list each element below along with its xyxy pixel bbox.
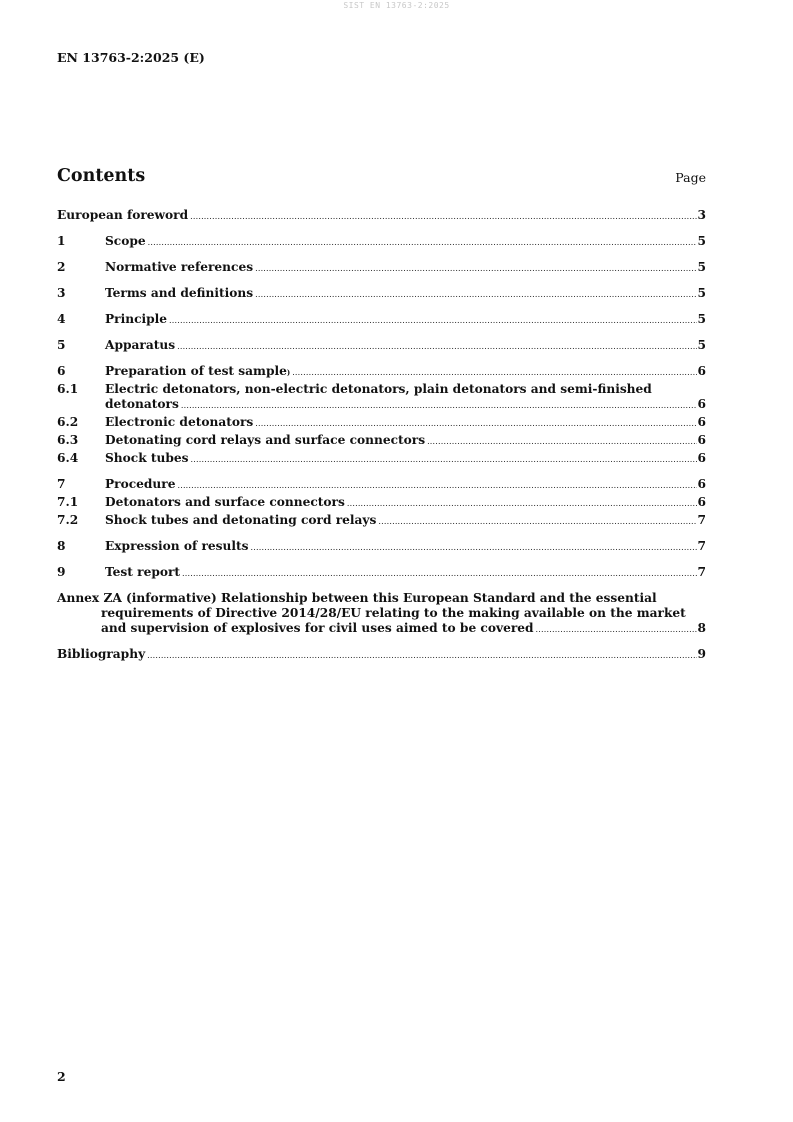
toc-title: Detonators and surface connectors — [105, 495, 345, 509]
toc-title: Shock tubes and detonating cord relays — [105, 513, 377, 527]
toc-page: 6 — [697, 495, 706, 509]
dot-leader — [182, 566, 696, 581]
dot-leader — [177, 478, 696, 493]
toc-page: 6 — [697, 451, 706, 465]
dot-leader — [250, 540, 696, 555]
toc-page: 5 — [697, 234, 706, 248]
toc-entry-terms-and-definitions[interactable] — [57, 286, 706, 302]
toc-entry-normative-references[interactable] — [57, 260, 706, 276]
dot-leader — [378, 514, 696, 529]
toc-page: 5 — [697, 286, 706, 300]
toc-title-line-2: detonators — [105, 397, 179, 411]
dot-leader — [148, 235, 697, 250]
toc-title: Bibliography — [57, 647, 146, 661]
page-column-label: Page — [675, 170, 706, 185]
dot-leader — [169, 313, 696, 328]
dot-leader — [190, 209, 696, 224]
toc-page: 6 — [697, 477, 706, 491]
toc-entry-apparatus[interactable] — [57, 338, 706, 354]
dot-leader — [177, 339, 696, 354]
dot-leader — [255, 416, 696, 431]
dot-leader — [255, 287, 696, 302]
dot-leader — [427, 434, 696, 449]
toc-title-line-1: Electric detonators, non-electric detonators, plain detonators and semi-finished — [105, 382, 652, 396]
toc-page: 5 — [697, 260, 706, 274]
table-of-contents — [57, 208, 706, 663]
dot-leader — [147, 648, 696, 663]
toc-number: 4 — [57, 312, 66, 326]
toc-page: 6 — [697, 397, 706, 411]
toc-title: Principle — [105, 312, 168, 326]
toc-entry-shock-tubes[interactable] — [57, 451, 706, 467]
toc-title: Detonating cord relays and surface connectors — [105, 433, 426, 447]
toc-page: 7 — [697, 565, 706, 579]
toc-number: 8 — [57, 539, 66, 553]
toc-number: 6.3 — [57, 433, 79, 447]
toc-number: 9 — [57, 565, 66, 579]
toc-page: 9 — [697, 647, 706, 661]
footnote-marker: ) — [286, 368, 291, 377]
toc-page: 3 — [697, 208, 706, 222]
toc-entry-annex-za[interactable] — [57, 591, 706, 637]
toc-entry-electric-detonators[interactable] — [57, 382, 706, 413]
contents-header — [57, 166, 706, 188]
toc-title: Scope — [105, 234, 146, 248]
toc-entry-foreword[interactable] — [57, 208, 706, 224]
toc-page: 6 — [697, 433, 706, 447]
toc-number: 3 — [57, 286, 66, 300]
toc-entry-shock-tubes-and-relays[interactable] — [57, 513, 706, 529]
toc-number: 6.1 — [57, 382, 79, 396]
toc-number: 6.2 — [57, 415, 79, 429]
toc-title: Test report — [105, 565, 181, 579]
toc-entry-preparation-of-test-sample[interactable] — [57, 364, 706, 380]
toc-number: 7 — [57, 477, 66, 491]
toc-title-line-3: and supervision of explosives for civil uses aimed to be covered — [101, 621, 534, 635]
toc-title: Electronic detonators — [105, 415, 254, 429]
toc-number: 7.2 — [57, 513, 79, 527]
page-number: 2 — [57, 1069, 66, 1084]
toc-title: Apparatus — [105, 338, 176, 352]
dot-leader — [536, 622, 697, 637]
toc-title-line-2: requirements of Directive 2014/28/EU relating to the making available on the market — [101, 606, 686, 620]
watermark: SIST EN 13763-2:2025 — [343, 1, 450, 10]
toc-entry-principle[interactable] — [57, 312, 706, 328]
toc-page: 5 — [697, 312, 706, 326]
toc-entry-electronic-detonators[interactable] — [57, 415, 706, 431]
dot-leader — [181, 398, 697, 413]
toc-number: 1 — [57, 234, 66, 248]
dot-leader — [292, 365, 696, 380]
toc-entry-scope[interactable] — [57, 234, 706, 250]
toc-entry-bibliography[interactable] — [57, 647, 706, 663]
toc-number: 6 — [57, 364, 66, 378]
toc-title: Expression of results — [105, 539, 249, 553]
toc-number: 7.1 — [57, 495, 79, 509]
dot-leader — [347, 496, 697, 511]
toc-page: 6 — [697, 415, 706, 429]
toc-title: European foreword — [57, 208, 189, 222]
toc-entry-procedure[interactable] — [57, 477, 706, 493]
toc-title: Normative references — [105, 260, 254, 274]
toc-page: 8 — [697, 621, 706, 635]
toc-number: 5 — [57, 338, 66, 352]
toc-number: 2 — [57, 260, 66, 274]
toc-entry-detonators-and-surface-connectors[interactable] — [57, 495, 706, 511]
toc-page: 7 — [697, 539, 706, 553]
dot-leader — [191, 452, 697, 467]
dot-leader — [255, 261, 696, 276]
document-id: EN 13763-2:2025 (E) — [57, 50, 205, 65]
toc-title-line-1: Annex ZA (informative) Relationship between this European Standard and the essential — [57, 591, 657, 605]
toc-entry-detonating-cord-relays[interactable] — [57, 433, 706, 449]
toc-title: Terms and definitions — [105, 286, 254, 300]
toc-page: 5 — [697, 338, 706, 352]
toc-entry-test-report[interactable] — [57, 565, 706, 581]
toc-page: 6 — [697, 364, 706, 378]
toc-page: 7 — [697, 513, 706, 527]
toc-entry-expression-of-results[interactable] — [57, 539, 706, 555]
contents-title: Contents — [57, 166, 146, 186]
toc-title: Shock tubes — [105, 451, 189, 465]
toc-title: Procedure — [105, 477, 176, 491]
toc-title: Preparation of test sample — [105, 364, 287, 378]
toc-number: 6.4 — [57, 451, 79, 465]
